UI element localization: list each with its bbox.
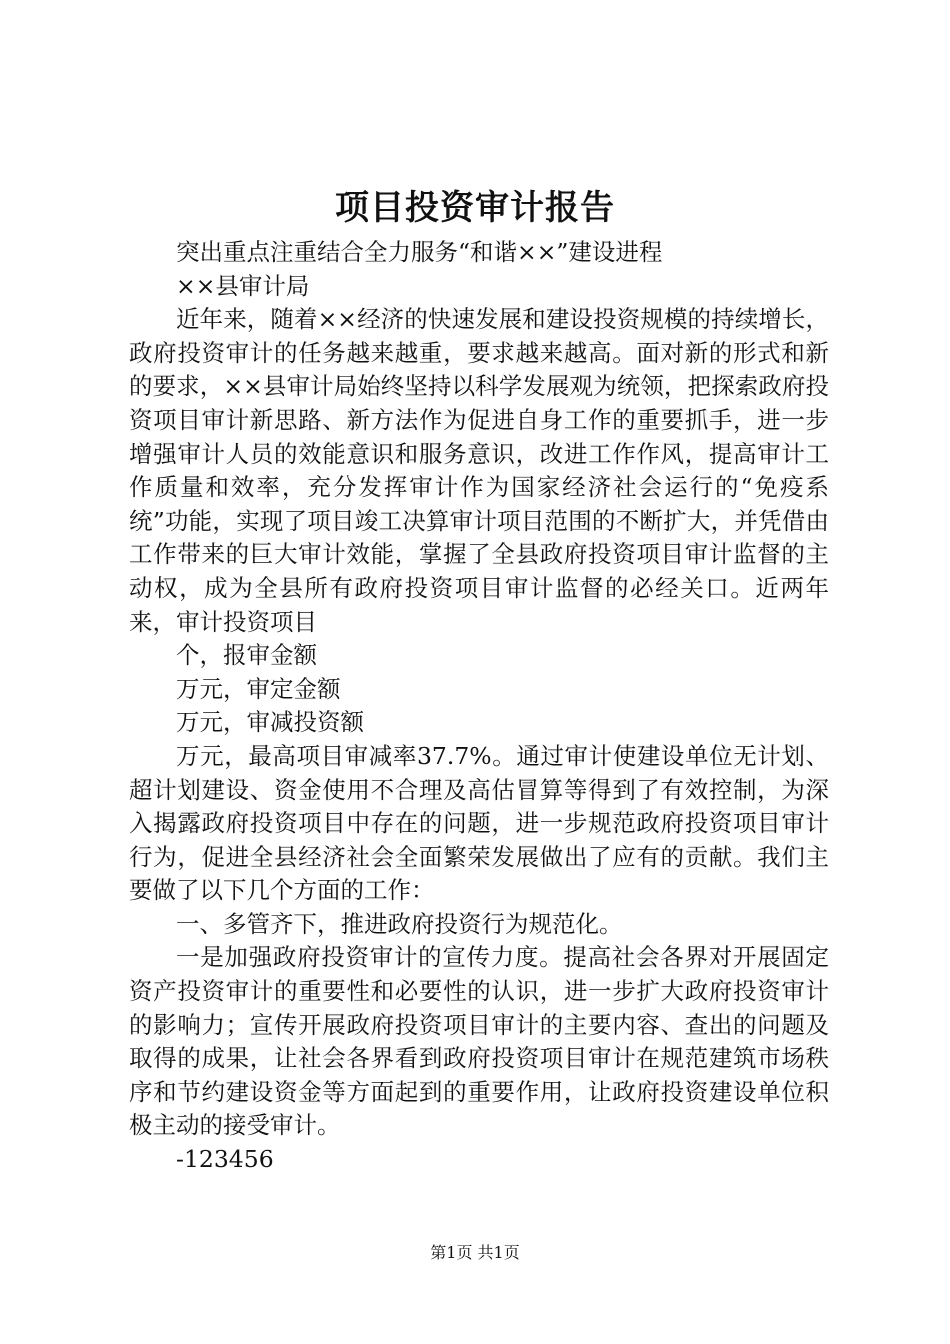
document-title: 项目投资审计报告 xyxy=(335,188,615,228)
document-body xyxy=(129,236,829,1177)
results-paragraph: 万元，最高项目审减率37.7%。通过审计使建设单位无计划、超计划建设、资金使用不合理及高估冒算等得到了有效控制，为深入揭露政府投资项目中存在的问题，进一步规范政府投资项目审计行为，促进全县经济社会全面繁荣发展做出了应有的贡献。我们主要做了以下几个方面的工作： xyxy=(129,741,829,905)
approved-amount-line: 万元，审减投资额 xyxy=(176,708,364,737)
subtitle-line: 突出重点注重结合全力服务“和谐××”建设进程 xyxy=(176,238,663,266)
author-line: ××县审计局 xyxy=(176,271,310,300)
section-heading-1: 一、多管齐下，推进政府投资行为规范化。 xyxy=(176,909,623,938)
count-line: 个，报审金额 xyxy=(176,641,317,670)
page-number-footer: 第1页 共1页 xyxy=(430,1243,520,1262)
intro-paragraph: 近年来，随着××经济的快速发展和建设投资规模的持续增长，政府投资审计的任务越来越重，要求越来越高。面对新的形式和新的要求，××县审计局始终坚持以科学发展观为统领，把探索政府投资项目审计新思路、新方法作为促进自身工作的重要抓手，进一步增强审计人员的效能意识和服务意识，改进工作作风，提高审计工作质量和效率，充分发挥审计作为国家经济社会运行的“免疫系统”功能，实现了项目竣工决算审计项目范围的不断扩大，并凭借由工作带来的巨大审计效能，掌握了全县政府投资项目审计监督的主动权，成为全县所有政府投资项目审计监督的必经关口。近两年来，审计投资项目 xyxy=(129,305,829,636)
submitted-amount-line: 万元，审定金额 xyxy=(176,674,341,703)
trailing-number: -123456 xyxy=(176,1145,274,1174)
section-1-paragraph: 一是加强政府投资审计的宣传力度。提高社会各界对开展固定资产投资审计的重要性和必要性的认识，进一步扩大政府投资审计的影响力；宣传开展政府投资项目审计的主要内容、查出的问题及取得的成果，让社会各界看到政府投资项目审计在规范建筑市场秩序和节约建设资金等方面起到的重要作用，让政府投资建设单位积极主动的接受审计。 xyxy=(129,943,829,1140)
